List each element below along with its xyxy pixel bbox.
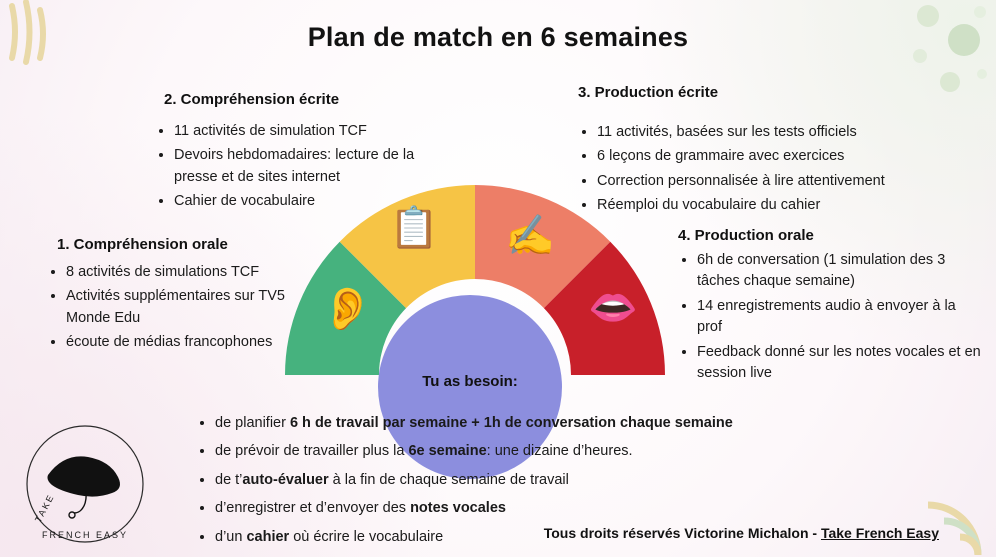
section-heading-comprehension-orale: 1. Compréhension orale [57,236,228,253]
list-item: • Réemploi du vocabulaire du cahier [597,195,898,216]
needs-text-pre: d’enregistrer et d’envoyer des [215,500,411,517]
svg-text:FRENCH EASY: FRENCH EASY [41,530,129,540]
needs-text-post: où écrire le vocabulaire [289,528,444,545]
list-item: • 11 activités, basées sur les tests officiels [597,122,898,143]
needs-text-bold: 6e semaine [408,443,487,460]
svg-text:TAKE: TAKE [32,492,57,524]
list-item: • Devoirs hebdomadaires: lecture de la presse et de sites internet [174,145,445,188]
needs-text-bold: cahier [246,528,290,545]
decorative-arcs-bottom-right [886,467,996,557]
brand-link[interactable]: Take French Easy [820,525,939,541]
list-item: • 8 activités de simulations TCF [66,262,305,283]
list-item: • 6h de conversation (1 simulation des 3 tâches chaque semaine) [697,250,983,293]
section-heading-production-orale: 4. Production orale [678,227,814,244]
list-item [215,440,836,462]
list-item [215,412,836,434]
logo [20,419,150,549]
section-list-comprehension-orale [47,262,305,357]
list-item: • Correction personnalisée à lire attentivement [597,171,898,192]
needs-text-post: à la fin de chaque semaine de travail [328,471,569,488]
section-list-production-orale [678,250,983,388]
needs-text-bold: notes vocales [410,500,506,517]
section-heading-comprehension-ecrite: 2. Compréhension écrite [164,91,340,108]
needs-text-post: : une dizaine d’heures. [486,443,633,460]
list-item: • Cahier de vocabulaire [174,191,445,212]
center-label: Tu as besoin: [422,373,518,390]
list-item: • Feedback donné sur les notes vocales et en session live [697,342,983,385]
list-item: • Activités supplémentaires sur TV5 Monde Edu [66,286,305,329]
writing-hand-icon: ✍ [505,214,555,258]
ear-icon: 👂 [321,285,374,332]
list-item: • écoute de médias francophones [66,332,305,353]
section-heading-production-ecrite: 3. Production écrite [578,84,719,101]
list-item: • 14 enregistrements audio à envoyer à la prof [697,296,983,339]
list-item: • 6 leçons de grammaire avec exercices [597,146,898,167]
needs-text-pre: de t’ [215,471,243,488]
list-item: • 11 activités de simulation TCF [174,121,445,142]
copyright-footer [544,525,939,541]
decorative-dots-top-right [876,0,996,110]
needs-text-bold: auto-évaluer [242,471,329,488]
needs-text-pre: d’un [215,528,247,545]
clipboard-pencil-icon: 📋 [389,206,439,250]
list-item [215,469,836,491]
needs-text-pre: de prévoir de travailler plus la [215,443,409,460]
needs-text-pre: de planifier [215,415,290,431]
mouth-icon: 👄 [588,286,638,330]
needs-text-bold: 6 h de travail par semaine + 1h de conversation chaque semaine [289,415,733,431]
page-title: Plan de match en 6 semaines [307,22,689,52]
footer-text: Tous droits réservés Victorine Michalon - [543,525,821,541]
list-item [215,497,836,519]
